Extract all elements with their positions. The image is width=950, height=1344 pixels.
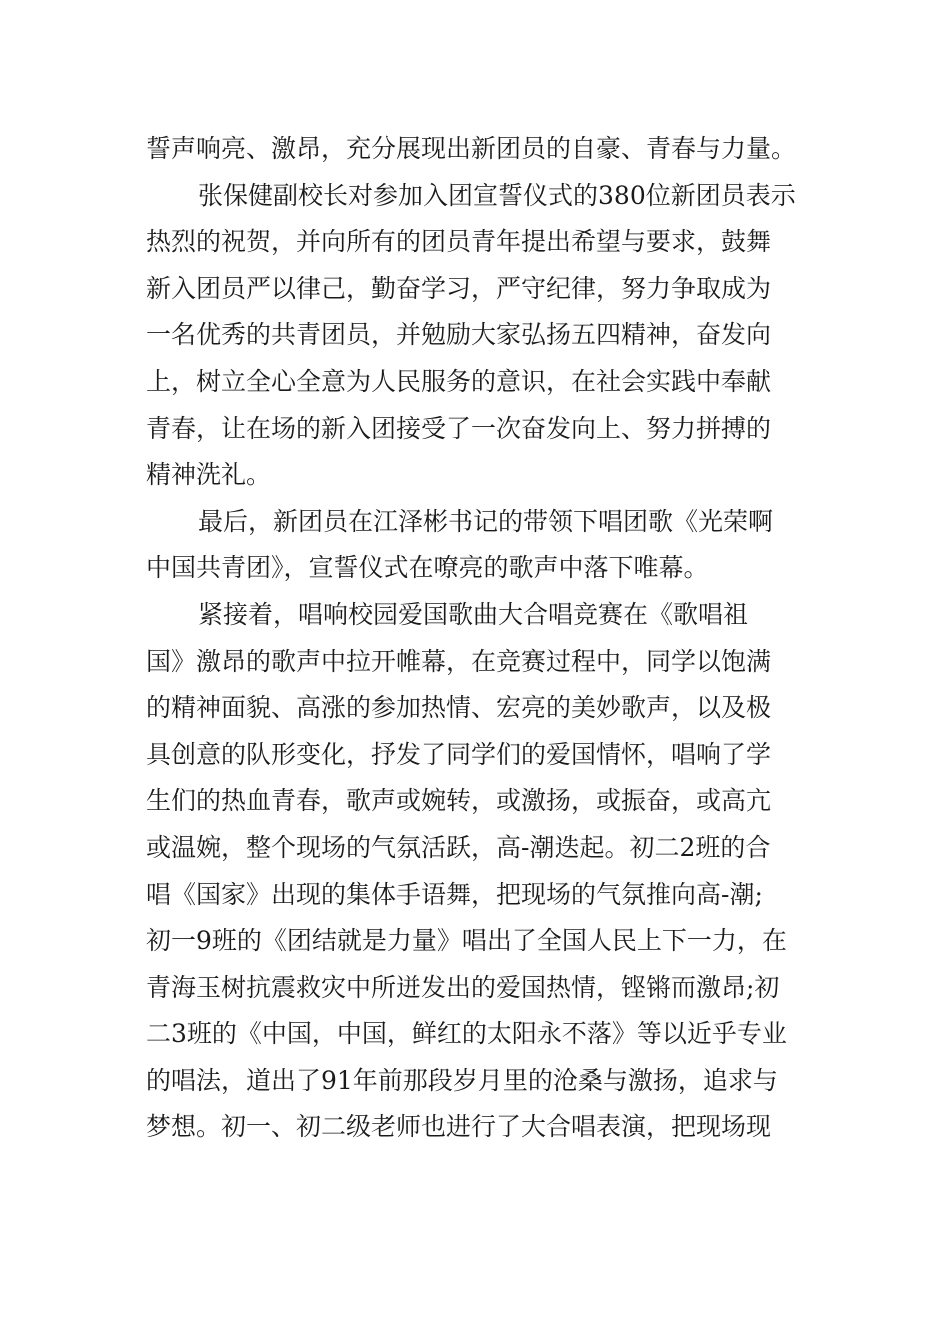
text-line: 唱《国家》出现的集体手语舞，把现场的气氛推向高-潮; xyxy=(146,879,763,909)
text-line: 上，树立全心全意为人民服务的意识，在社会实践中奉献 xyxy=(146,366,772,396)
text-line: 紧接着，唱响校园爱国歌曲大合唱竞赛在《歌唱祖 xyxy=(198,599,749,629)
text-line: 或温婉，整个现场的气氛活跃，高-潮迭起。初二2班的合 xyxy=(146,832,771,862)
text-line: 梦想。初一、初二级老师也进行了大合唱表演，把现场现 xyxy=(146,1112,772,1142)
text-line: 初一9班的《团结就是力量》唱出了全国人民上下一力，在 xyxy=(146,926,787,956)
text-line: 国》激昂的歌声中拉开帷幕，在竞赛过程中，同学以饱满 xyxy=(146,646,772,676)
text-line: 热烈的祝贺，并向所有的团员青年提出希望与要求，鼓舞 xyxy=(146,227,772,257)
text-line: 生们的热血青春，歌声或婉转，或激扬，或振奋，或高亢 xyxy=(146,786,772,816)
text-line: 二3班的《中国，中国，鲜红的太阳永不落》等以近乎专业 xyxy=(146,1019,787,1049)
text-line: 青春，让在场的新入团接受了一次奋发向上、努力拼搏的 xyxy=(146,413,772,443)
text-line: 的精神面貌、高涨的参加热情、宏亮的美妙歌声，以及极 xyxy=(146,693,772,723)
text-line: 中国共青团》，宣誓仪式在嘹亮的歌声中落下唯幕。 xyxy=(146,553,709,583)
text-line: 最后，新团员在江泽彬书记的带领下唱团歌《光荣啊 xyxy=(198,506,774,536)
text-line: 誓声响亮、激昂，充分展现出新团员的自豪、青春与力量。 xyxy=(146,134,797,163)
body-text xyxy=(146,126,808,1151)
text-line: 新入团员严以律己，勤奋学习，严守纪律，努力争取成为 xyxy=(146,273,772,303)
text-line: 的唱法，道出了91年前那段岁月里的沧桑与激扬，追求与 xyxy=(146,1065,778,1095)
text-line: 青海玉树抗震救灾中所迸发出的爱国热情，铿锵而激昂;初 xyxy=(146,972,780,1002)
text-line: 一名优秀的共青团员，并勉励大家弘扬五四精神，奋发向 xyxy=(146,320,772,350)
text-line: 精神洗礼。 xyxy=(146,460,272,490)
text-line: 张保健副校长对参加入团宣誓仪式的380位新团员表示 xyxy=(198,180,796,210)
text-line: 具创意的队形变化，抒发了同学们的爱国情怀，唱响了学 xyxy=(146,739,772,769)
